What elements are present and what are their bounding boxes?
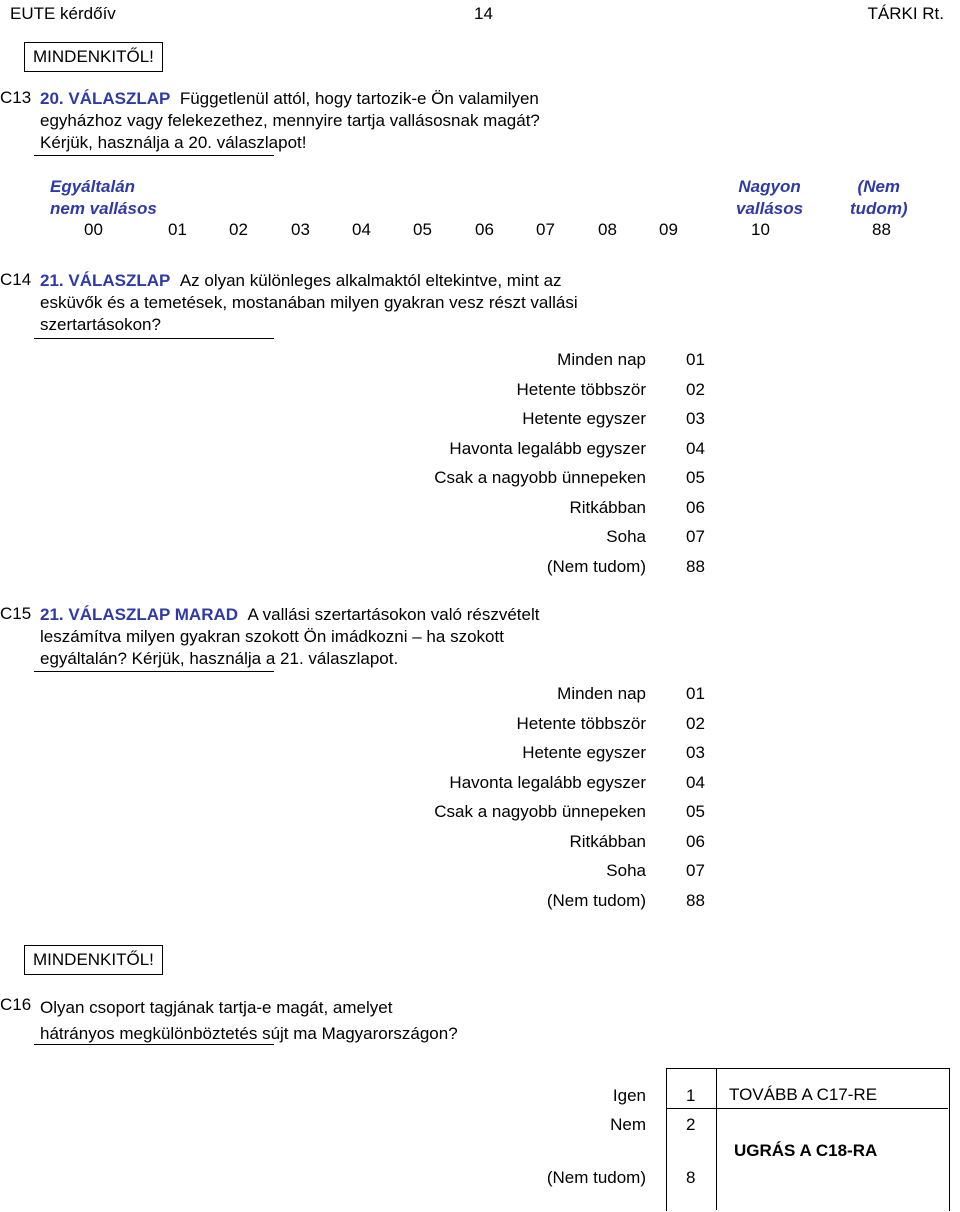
question-c16	[0, 995, 960, 1045]
answer-row[interactable]: Csak a nagyobb ünnepeken 05	[434, 802, 705, 821]
scale-left-label: Egyáltalán nem vallásos	[50, 177, 157, 218]
answer-row[interactable]: Soha 07	[606, 861, 705, 880]
route-other: UGRÁS A C18-RA	[734, 1141, 878, 1160]
card-ref: 21. VÁLASZLAP MARAD	[40, 605, 239, 624]
question-c14	[0, 270, 960, 340]
answer-row[interactable]: (Nem tudom) 88	[546, 556, 705, 576]
question-line: szertartásokon?	[40, 315, 161, 334]
answer-row[interactable]: Hetente egyszer 03	[522, 743, 705, 762]
card-ref: 21. VÁLASZLAP	[40, 271, 171, 290]
question-line: esküvők és a temetések, mostanában milyen gyakran vesz részt vallási	[40, 293, 578, 312]
answer-row[interactable]: Ritkábban 06	[569, 497, 705, 517]
scale-code[interactable]: 02	[229, 220, 248, 239]
answer-row[interactable]: Hetente egyszer 03	[522, 409, 705, 428]
scale-code[interactable]: 07	[536, 220, 555, 239]
answer-row[interactable]: Hetente többször 02	[516, 713, 705, 733]
answer-row[interactable]: Ritkábban 06	[569, 831, 705, 851]
question-line: Az olyan különleges alkalmaktól eltekintve, mint az	[179, 271, 562, 290]
answer-row[interactable]: Minden nap 01	[557, 684, 705, 703]
scale-code[interactable]: 00	[84, 220, 103, 239]
question-line: hátrányos megkülönböztetés sújt ma Magyarországon?	[40, 1024, 458, 1043]
answer-row[interactable]: Minden nap 01	[557, 350, 705, 369]
mindenkitol-box: MINDENKITŐL!	[24, 42, 163, 72]
question-id: C16	[0, 995, 32, 1014]
answer-row[interactable]: Havonta legalább egyszer 04	[449, 438, 705, 458]
question-id: C15	[0, 604, 32, 623]
header-left: EUTE kérdőív	[10, 4, 116, 23]
underline	[34, 338, 274, 339]
answer-list-c14	[0, 345, 720, 585]
scale-code[interactable]: 03	[291, 220, 310, 239]
divider	[716, 1068, 717, 1210]
scale-code[interactable]: 04	[352, 220, 371, 239]
answer-row[interactable]: Igen 1	[612, 1086, 696, 1105]
question-id: C14	[0, 270, 32, 289]
mindenkitol-box: MINDENKITŐL!	[24, 945, 163, 975]
question-line: Olyan csoport tagjának tartja-e magát, amelyet	[40, 998, 393, 1017]
answer-row[interactable]: Soha 07	[606, 527, 705, 546]
answer-row[interactable]: (Nem tudom) 88	[546, 890, 705, 910]
scale-code[interactable]: 01	[168, 220, 187, 239]
question-line: A vallási szertartásokon való részvételt	[247, 605, 540, 624]
divider	[716, 1108, 948, 1109]
question-c15	[0, 604, 960, 674]
answer-row[interactable]: Hetente többször 02	[516, 379, 705, 399]
underline	[34, 1044, 274, 1045]
scale-code[interactable]: 06	[475, 220, 494, 239]
question-line: egyáltalán? Kérjük, használja a 21. válaszlapot.	[40, 649, 399, 668]
question-line: egyházhoz vagy felekezethez, mennyire tartja vallásosnak magát?	[40, 111, 540, 130]
page-number: 14	[474, 4, 493, 23]
answer-row[interactable]: (Nem tudom) 8	[546, 1168, 696, 1187]
underline	[34, 155, 274, 156]
scale-code[interactable]: 88	[872, 220, 891, 239]
scale-mid-label: Nagyon vallásos	[736, 177, 804, 218]
underline	[34, 671, 274, 672]
scale-right-label: (Nem tudom)	[850, 177, 908, 218]
scale-code[interactable]: 10	[751, 220, 770, 239]
scale-codes	[0, 220, 960, 242]
scale-code[interactable]: 09	[659, 220, 678, 239]
answer-list-c15	[0, 679, 720, 919]
answer-row[interactable]: Csak a nagyobb ünnepeken 05	[434, 468, 705, 487]
question-line: Kérjük, használja a 20. válaszlapot!	[40, 133, 307, 152]
route-igen: TOVÁBB A C17-RE	[729, 1085, 878, 1104]
header-right: TÁRKI Rt.	[867, 4, 944, 23]
divider	[666, 1108, 716, 1109]
question-line: leszámítva milyen gyakran szokott Ön imádkozni – ha szokott	[40, 627, 504, 646]
question-line: Függetlenül attól, hogy tartozik-e Ön valamilyen	[179, 89, 539, 108]
question-id: C13	[0, 88, 32, 107]
answer-row[interactable]: Havonta legalább egyszer 04	[449, 772, 705, 792]
answer-row[interactable]: Nem 2	[610, 1115, 696, 1134]
scale-code[interactable]: 08	[598, 220, 617, 239]
scale-code[interactable]: 05	[413, 220, 432, 239]
question-c13	[0, 88, 960, 158]
card-ref: 20. VÁLASZLAP	[40, 89, 171, 108]
